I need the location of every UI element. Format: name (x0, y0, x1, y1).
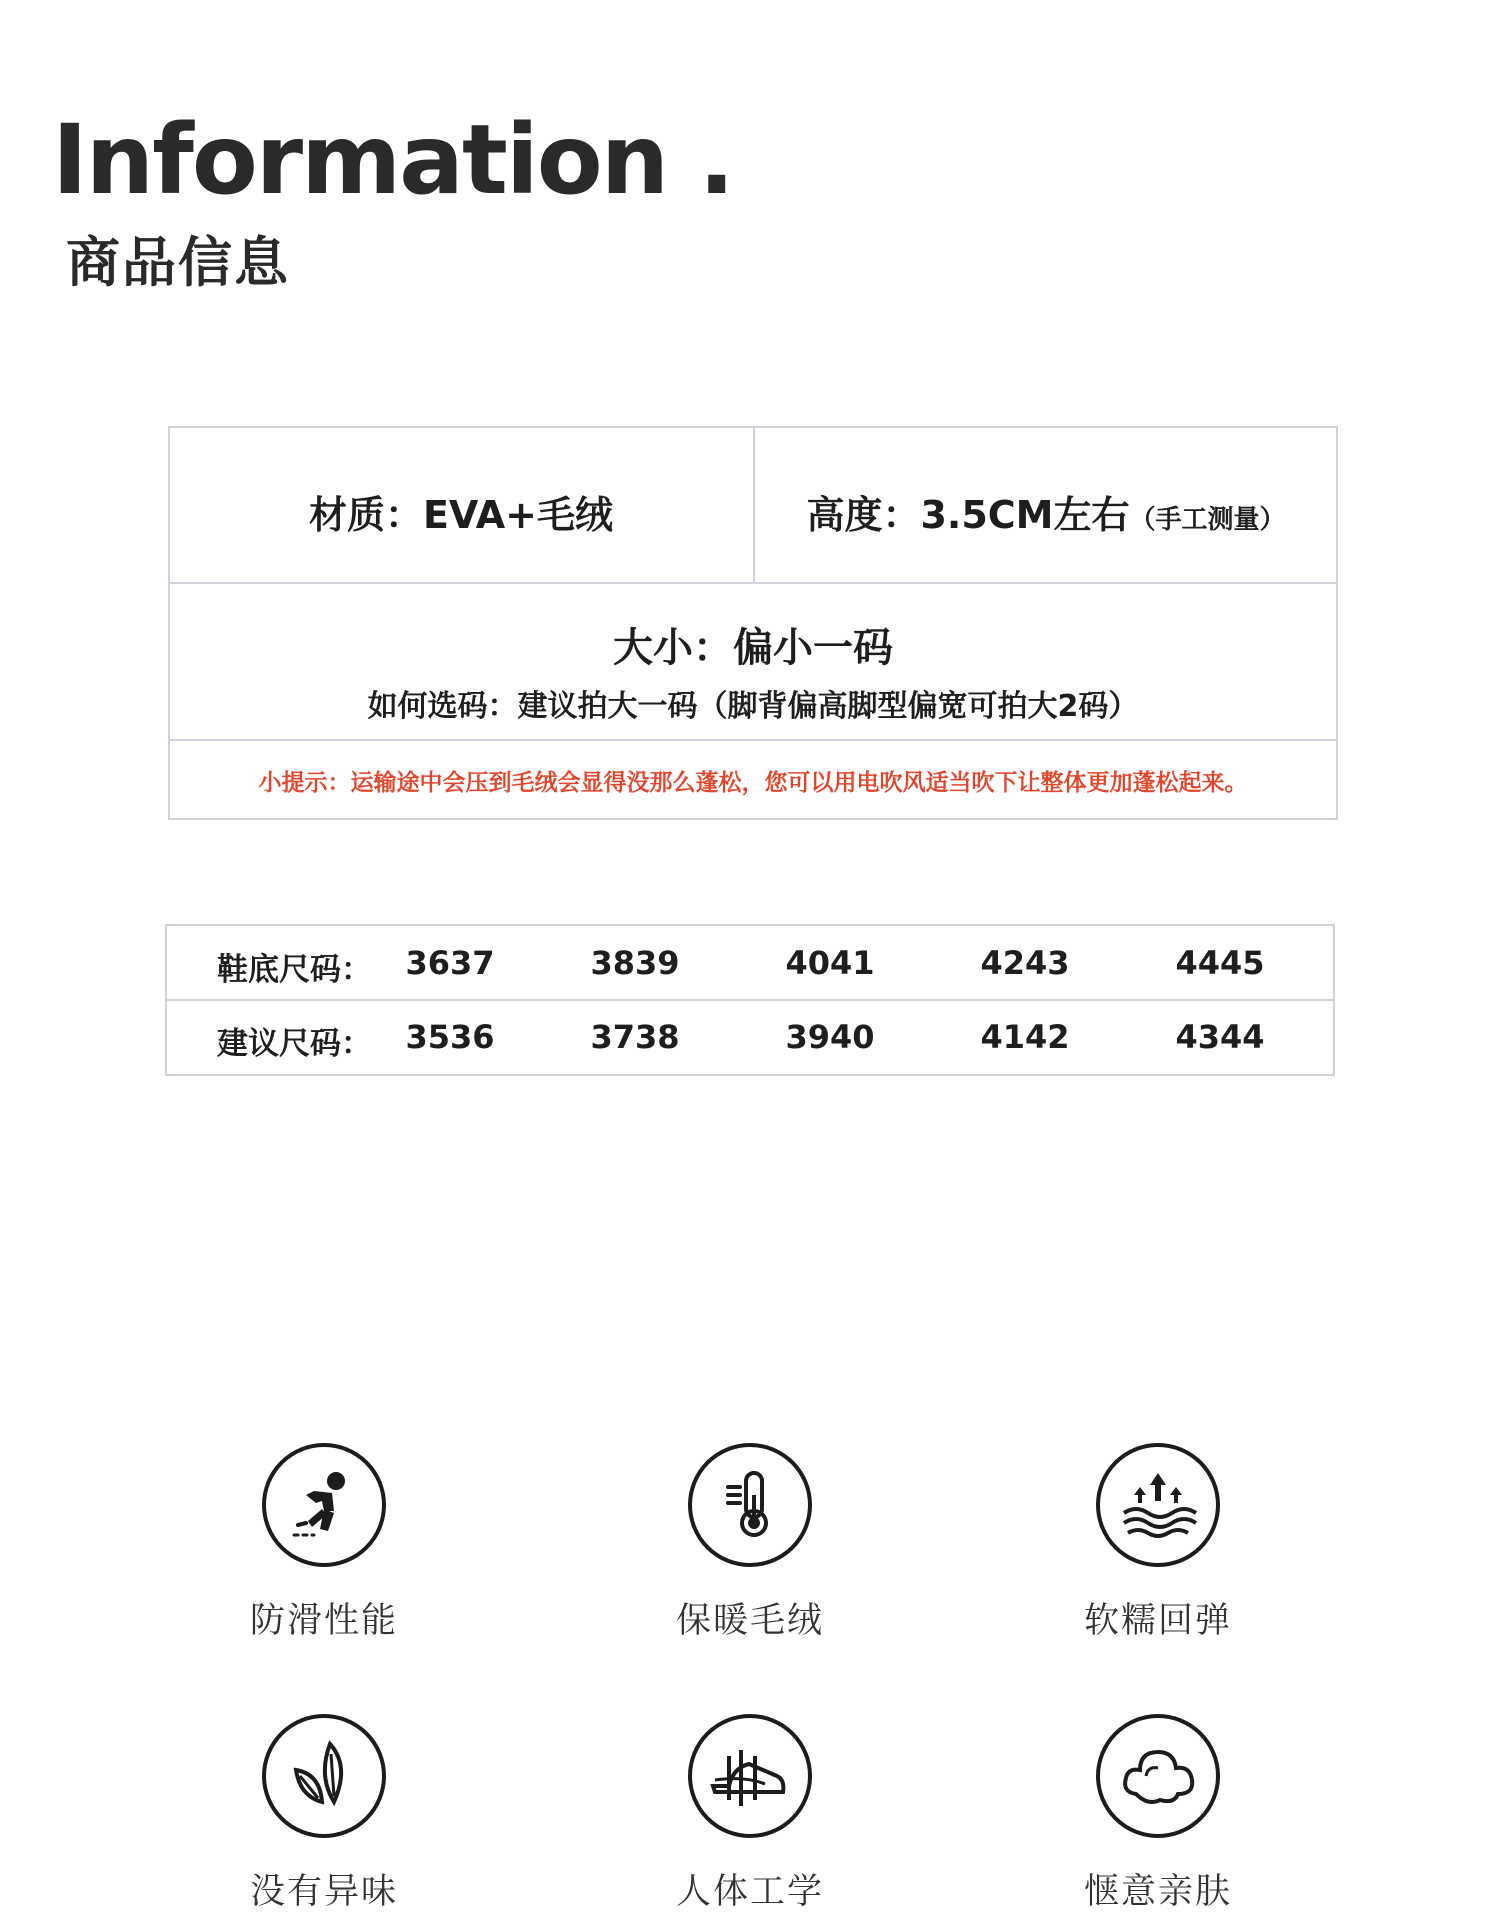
rebound-icon (1096, 1443, 1220, 1567)
page-title-cn: 商品信息 (66, 231, 290, 294)
tip-text: 小提示：运输途中会压到毛绒会显得没那么蓬松，您可以用电吹风适当吹下让整体更加蓬松起来。 (258, 770, 1248, 796)
feature-label: 防滑性能 (249, 1601, 398, 1641)
anti-slip-icon (262, 1443, 386, 1567)
suggested-size-value: 3940 (785, 1018, 875, 1056)
height-note: （手工测量） (1129, 505, 1286, 535)
sole-size-value: 4041 (785, 944, 875, 982)
feature-skin-friendly (1058, 1714, 1258, 1914)
sole-size-value: 4243 (980, 944, 1070, 982)
suggested-size-value: 4142 (980, 1018, 1070, 1056)
suggested-size-label: 建议尺码： (217, 1026, 372, 1062)
feature-label: 惬意亲肤 (1083, 1872, 1232, 1912)
sole-size-label: 鞋底尺码： (217, 952, 372, 988)
feature-label: 没有异味 (249, 1872, 398, 1912)
feature-label: 保暖毛绒 (675, 1601, 824, 1641)
thermometer-icon (688, 1443, 812, 1567)
feature-label: 人体工学 (675, 1872, 824, 1912)
page-title-en: Information . (52, 104, 733, 216)
suggested-size-value: 3536 (405, 1018, 495, 1056)
size-advice-text: 如何选码：建议拍大一码（脚背偏高脚型偏宽可拍大2码） (367, 689, 1139, 724)
size-text: 大小：偏小一码 (613, 625, 893, 671)
suggested-size-value: 4344 (1175, 1018, 1265, 1056)
suggested-size-value: 3738 (590, 1018, 680, 1056)
leaf-icon (262, 1714, 386, 1838)
sole-size-value: 3637 (405, 944, 495, 982)
height-text (754, 484, 1338, 539)
info-table (168, 426, 1338, 820)
feature-warmth (650, 1443, 850, 1643)
feature-label: 软糯回弹 (1083, 1601, 1232, 1641)
material-text: 材质：EVA+毛绒 (308, 493, 614, 537)
feature-anti-slip (224, 1443, 424, 1643)
size-table (165, 924, 1335, 1076)
height-main: 高度：3.5CM左右 (806, 493, 1130, 537)
cloud-icon (1096, 1714, 1220, 1838)
ergonomic-icon (688, 1714, 812, 1838)
feature-no-odor (224, 1714, 424, 1914)
sole-size-value: 3839 (590, 944, 680, 982)
feature-ergonomic (650, 1714, 850, 1914)
sole-size-value: 4445 (1175, 944, 1265, 982)
feature-rebound (1058, 1443, 1258, 1643)
